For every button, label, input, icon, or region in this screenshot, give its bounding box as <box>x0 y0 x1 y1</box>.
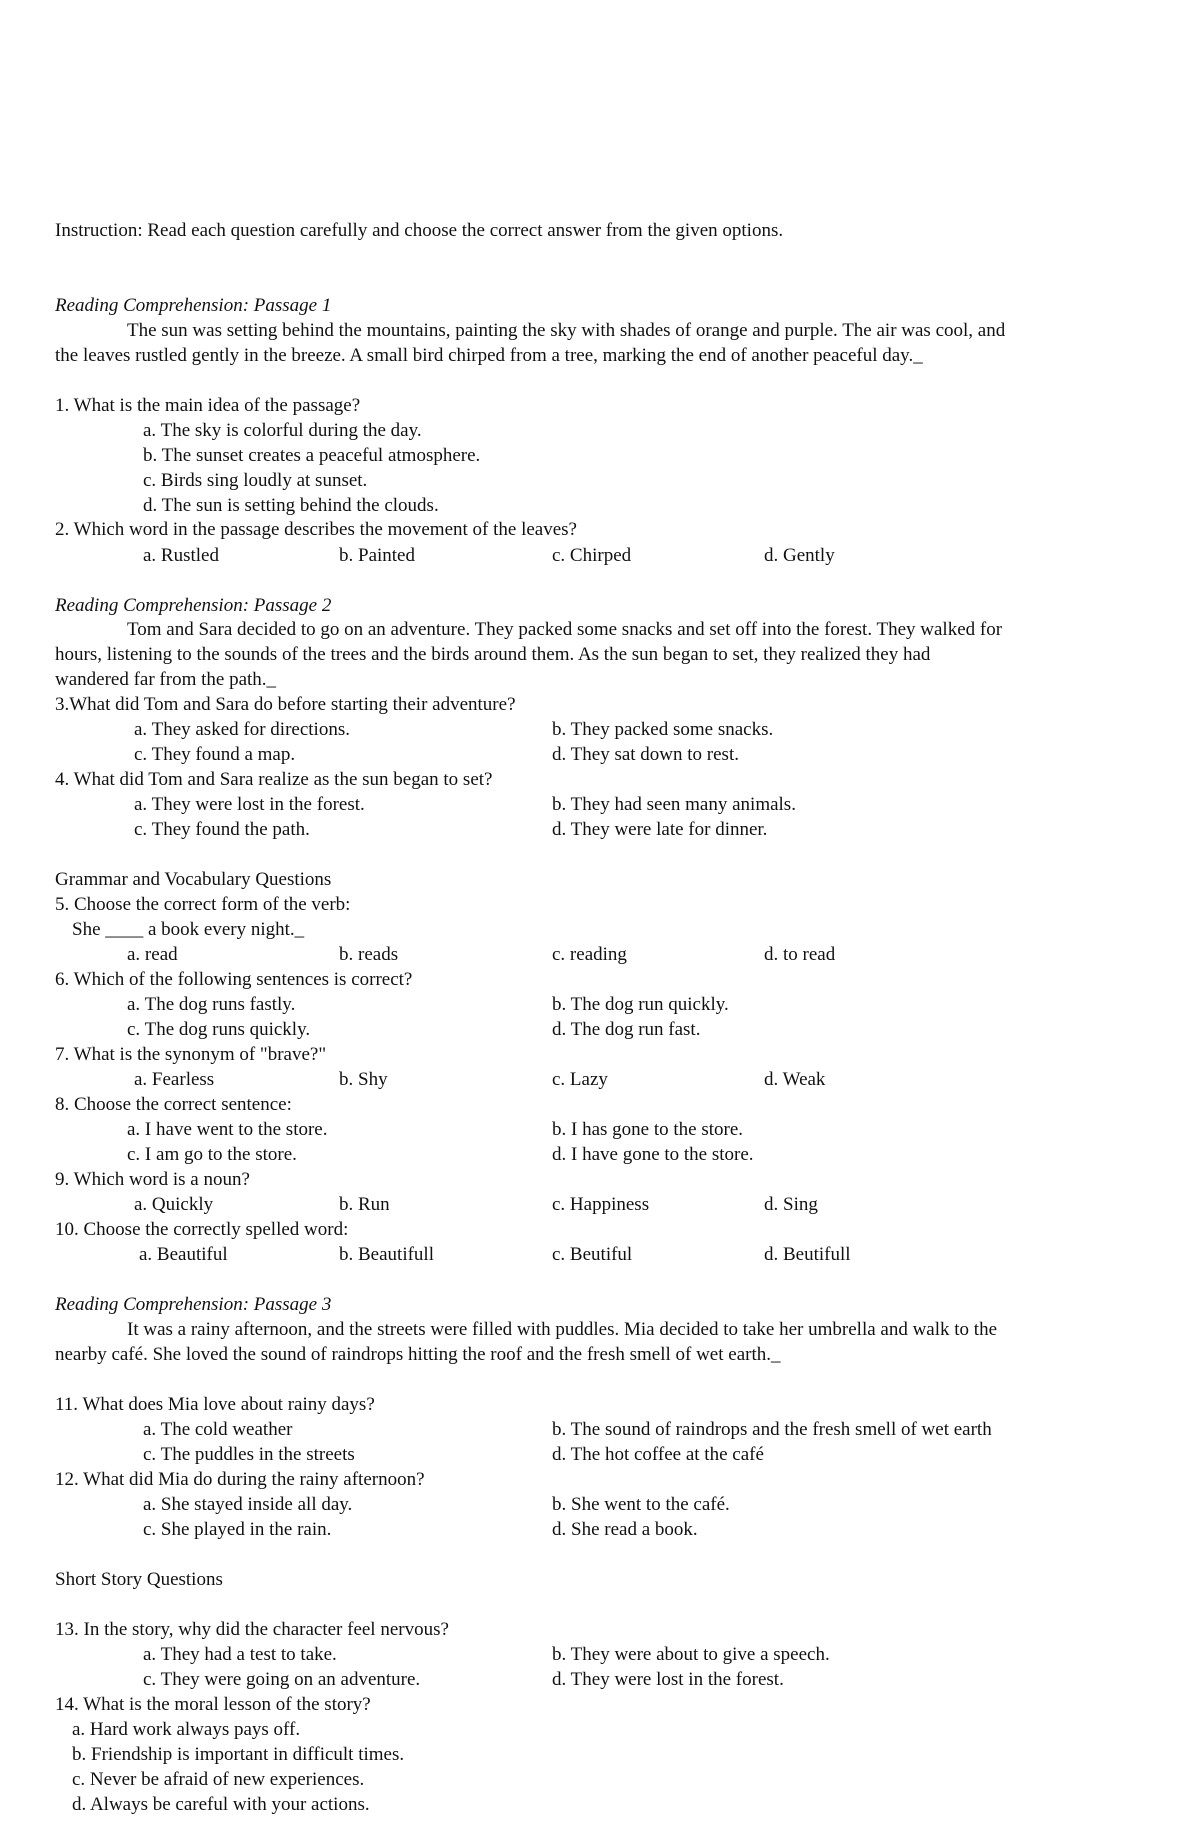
q5-option-d: d. to read <box>764 944 836 965</box>
short-story-heading: Short Story Questions <box>55 1569 223 1590</box>
q14-option-b: b. Friendship is important in difficult times. <box>72 1744 405 1765</box>
q13-option-a: a. They had a test to take. <box>143 1644 337 1665</box>
passage1-line-1: The sun was setting behind the mountains, painting the sky with shades of orange and purple. The air was cool, and <box>127 320 1006 341</box>
q6-option-d: d. The dog run fast. <box>552 1019 701 1040</box>
passage2-line-3: wandered far from the path._ <box>55 669 277 690</box>
q9-option-b: b. Run <box>339 1194 390 1215</box>
question-11: 11. What does Mia love about rainy days? <box>55 1394 375 1415</box>
q11-option-a: a. The cold weather <box>143 1419 293 1440</box>
q8-option-c: c. I am go to the store. <box>127 1144 297 1165</box>
q9-option-d: d. Sing <box>764 1194 818 1215</box>
q6-option-b: b. The dog run quickly. <box>552 994 729 1015</box>
q11-option-c: c. The puddles in the streets <box>143 1444 355 1465</box>
q4-option-c: c. They found the path. <box>134 819 310 840</box>
q8-option-d: d. I have gone to the store. <box>552 1144 754 1165</box>
grammar-heading: Grammar and Vocabulary Questions <box>55 869 332 890</box>
q2-option-c: c. Chirped <box>552 545 632 566</box>
q12-option-a: a. She stayed inside all day. <box>143 1494 353 1515</box>
q4-option-a: a. They were lost in the forest. <box>134 794 365 815</box>
q1-option-d: d. The sun is setting behind the clouds. <box>143 495 439 516</box>
q6-option-c: c. The dog runs quickly. <box>127 1019 311 1040</box>
passage1-line-2: the leaves rustled gently in the breeze. A small bird chirped from a tree, marking the end of another peaceful day._ <box>55 345 923 366</box>
q6-option-a: a. The dog runs fastly. <box>127 994 296 1015</box>
q7-option-b: b. Shy <box>339 1069 388 1090</box>
question-7: 7. What is the synonym of "brave?" <box>55 1044 327 1065</box>
q7-option-d: d. Weak <box>764 1069 826 1090</box>
question-3: 3.What did Tom and Sara do before starting their adventure? <box>55 694 516 715</box>
q3-option-a: a. They asked for directions. <box>134 719 350 740</box>
instruction: Instruction: Read each question carefully and choose the correct answer from the given options. <box>55 220 784 241</box>
q7-option-c: c. Lazy <box>552 1069 608 1090</box>
q12-option-b: b. She went to the café. <box>552 1494 730 1515</box>
passage2-line-2: hours, listening to the sounds of the trees and the birds around them. As the sun began to set, they realized they had <box>55 644 931 665</box>
q14-option-a: a. Hard work always pays off. <box>72 1719 301 1740</box>
question-9: 9. Which word is a noun? <box>55 1169 250 1190</box>
q11-option-d: d. The hot coffee at the café <box>552 1444 764 1465</box>
q13-option-c: c. They were going on an adventure. <box>143 1669 421 1690</box>
q2-option-b: b. Painted <box>339 545 415 566</box>
q5-option-a: a. read <box>127 944 178 965</box>
question-1: 1. What is the main idea of the passage? <box>55 395 361 416</box>
q7-option-a: a. Fearless <box>134 1069 215 1090</box>
q5-option-c: c. reading <box>552 944 627 965</box>
q13-option-d: d. They were lost in the forest. <box>552 1669 784 1690</box>
q4-option-b: b. They had seen many animals. <box>552 794 796 815</box>
passage3-heading: Reading Comprehension: Passage 3 <box>55 1294 332 1315</box>
question-12: 12. What did Mia do during the rainy afternoon? <box>55 1469 425 1490</box>
q10-option-c: c. Beutiful <box>552 1244 633 1265</box>
q10-option-a: a. Beautiful <box>139 1244 228 1265</box>
question-10: 10. Choose the correctly spelled word: <box>55 1219 349 1240</box>
passage2-line-1: Tom and Sara decided to go on an adventure. They packed some snacks and set off into the forest. They walked for <box>127 619 1003 640</box>
question-2: 2. Which word in the passage describes the movement of the leaves? <box>55 519 577 540</box>
q10-option-b: b. Beautifull <box>339 1244 434 1265</box>
question-4: 4. What did Tom and Sara realize as the sun began to set? <box>55 769 493 790</box>
q5-option-b: b. reads <box>339 944 399 965</box>
passage3-line-2: nearby café. She loved the sound of raindrops hitting the roof and the fresh smell of wet earth._ <box>55 1344 781 1365</box>
q14-option-c: c. Never be afraid of new experiences. <box>72 1769 365 1790</box>
q2-option-d: d. Gently <box>764 545 835 566</box>
question-8: 8. Choose the correct sentence: <box>55 1094 292 1115</box>
question-13: 13. In the story, why did the character feel nervous? <box>55 1619 449 1640</box>
q13-option-b: b. They were about to give a speech. <box>552 1644 830 1665</box>
question-5: 5. Choose the correct form of the verb: <box>55 894 351 915</box>
q3-option-d: d. They sat down to rest. <box>552 744 739 765</box>
q1-option-b: b. The sunset creates a peaceful atmosphere. <box>143 445 481 466</box>
q10-option-d: d. Beutifull <box>764 1244 851 1265</box>
q11-option-b: b. The sound of raindrops and the fresh smell of wet earth <box>552 1419 992 1440</box>
q8-option-a: a. I have went to the store. <box>127 1119 328 1140</box>
q1-option-c: c. Birds sing loudly at sunset. <box>143 470 368 491</box>
q9-option-c: c. Happiness <box>552 1194 650 1215</box>
q2-option-a: a. Rustled <box>143 545 219 566</box>
passage3-line-1: It was a rainy afternoon, and the streets were filled with puddles. Mia decided to take her umbrella and walk to the <box>127 1319 998 1340</box>
q5-prompt: She ____ a book every night._ <box>72 919 305 940</box>
q4-option-d: d. They were late for dinner. <box>552 819 768 840</box>
q9-option-a: a. Quickly <box>134 1194 214 1215</box>
q8-option-b: b. I has gone to the store. <box>552 1119 744 1140</box>
passage1-heading: Reading Comprehension: Passage 1 <box>55 295 332 316</box>
q12-option-d: d. She read a book. <box>552 1519 698 1540</box>
question-6: 6. Which of the following sentences is correct? <box>55 969 413 990</box>
q1-option-a: a. The sky is colorful during the day. <box>143 420 422 441</box>
passage2-heading: Reading Comprehension: Passage 2 <box>55 595 332 616</box>
q12-option-c: c. She played in the rain. <box>143 1519 332 1540</box>
q3-option-c: c. They found a map. <box>134 744 296 765</box>
q3-option-b: b. They packed some snacks. <box>552 719 774 740</box>
question-14: 14. What is the moral lesson of the story? <box>55 1694 371 1715</box>
q14-option-d: d. Always be careful with your actions. <box>72 1794 370 1815</box>
